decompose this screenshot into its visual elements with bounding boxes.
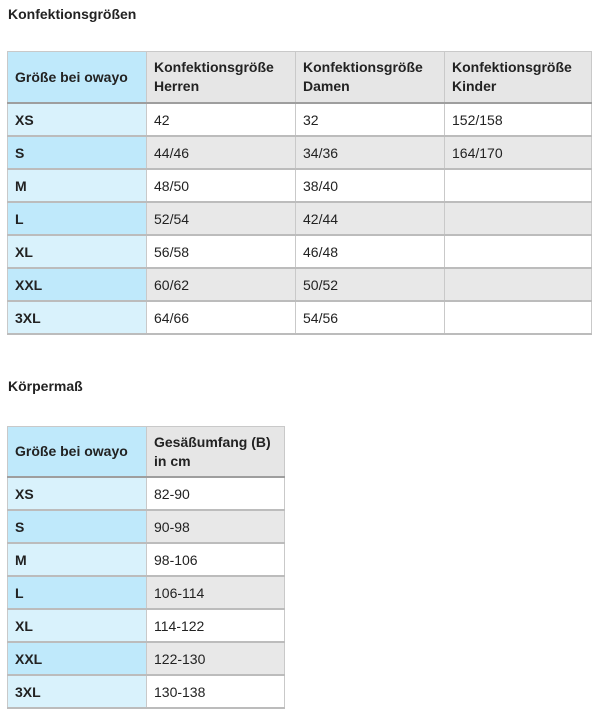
column-header-herren: Konfektionsgröße Herren — [147, 52, 296, 104]
section-title-konfektionsgroessen: Konfektionsgrößen — [8, 6, 137, 22]
size-cell: 3XL — [8, 675, 147, 708]
damen-cell: 54/56 — [296, 301, 445, 334]
size-cell: XXL — [8, 642, 147, 675]
table-row — [8, 642, 285, 675]
damen-cell: 42/44 — [296, 202, 445, 235]
table-row — [8, 235, 592, 268]
size-cell: XL — [8, 235, 147, 268]
herren-cell: 48/50 — [147, 169, 296, 202]
damen-cell: 34/36 — [296, 136, 445, 169]
table-row — [8, 675, 285, 708]
damen-cell: 50/52 — [296, 268, 445, 301]
gesaessumfang-cell: 114-122 — [147, 609, 285, 642]
damen-cell: 38/40 — [296, 169, 445, 202]
gesaessumfang-cell: 82-90 — [147, 477, 285, 510]
kinder-cell — [445, 202, 592, 235]
size-cell: M — [8, 169, 147, 202]
table-row — [8, 103, 592, 136]
column-header-gesaessumfang: Gesäßumfang (B) in cm — [147, 427, 285, 478]
kinder-cell — [445, 169, 592, 202]
herren-cell: 56/58 — [147, 235, 296, 268]
column-header-damen: Konfektionsgröße Damen — [296, 52, 445, 104]
gesaessumfang-cell: 106-114 — [147, 576, 285, 609]
table-header-row — [8, 52, 592, 104]
size-cell: S — [8, 510, 147, 543]
herren-cell: 42 — [147, 103, 296, 136]
table-row — [8, 301, 592, 334]
kinder-cell: 152/158 — [445, 103, 592, 136]
gesaessumfang-cell: 130-138 — [147, 675, 285, 708]
size-cell: XL — [8, 609, 147, 642]
size-cell: XS — [8, 103, 147, 136]
table-row — [8, 510, 285, 543]
size-table-koerpermass — [7, 426, 285, 709]
table-row — [8, 202, 592, 235]
kinder-cell — [445, 301, 592, 334]
gesaessumfang-cell: 98-106 — [147, 543, 285, 576]
table-row — [8, 609, 285, 642]
size-cell: L — [8, 576, 147, 609]
damen-cell: 32 — [296, 103, 445, 136]
table-header-row — [8, 427, 285, 478]
table-row — [8, 268, 592, 301]
table-row — [8, 136, 592, 169]
herren-cell: 60/62 — [147, 268, 296, 301]
herren-cell: 52/54 — [147, 202, 296, 235]
kinder-cell: 164/170 — [445, 136, 592, 169]
kinder-cell — [445, 268, 592, 301]
gesaessumfang-cell: 122-130 — [147, 642, 285, 675]
size-cell: XXL — [8, 268, 147, 301]
herren-cell: 64/66 — [147, 301, 296, 334]
size-cell: XS — [8, 477, 147, 510]
section-title-koerpermass: Körpermaß — [8, 378, 83, 394]
table-row — [8, 477, 285, 510]
herren-cell: 44/46 — [147, 136, 296, 169]
size-cell: M — [8, 543, 147, 576]
size-cell: L — [8, 202, 147, 235]
kinder-cell — [445, 235, 592, 268]
column-header-owayo-size: Größe bei owayo — [8, 52, 147, 104]
table-row — [8, 576, 285, 609]
size-cell: 3XL — [8, 301, 147, 334]
damen-cell: 46/48 — [296, 235, 445, 268]
size-table-konfektionsgroessen — [7, 51, 592, 335]
table-row — [8, 169, 592, 202]
column-header-kinder: Konfektionsgröße Kinder — [445, 52, 592, 104]
size-cell: S — [8, 136, 147, 169]
gesaessumfang-cell: 90-98 — [147, 510, 285, 543]
table-row — [8, 543, 285, 576]
column-header-owayo-size: Größe bei owayo — [8, 427, 147, 478]
